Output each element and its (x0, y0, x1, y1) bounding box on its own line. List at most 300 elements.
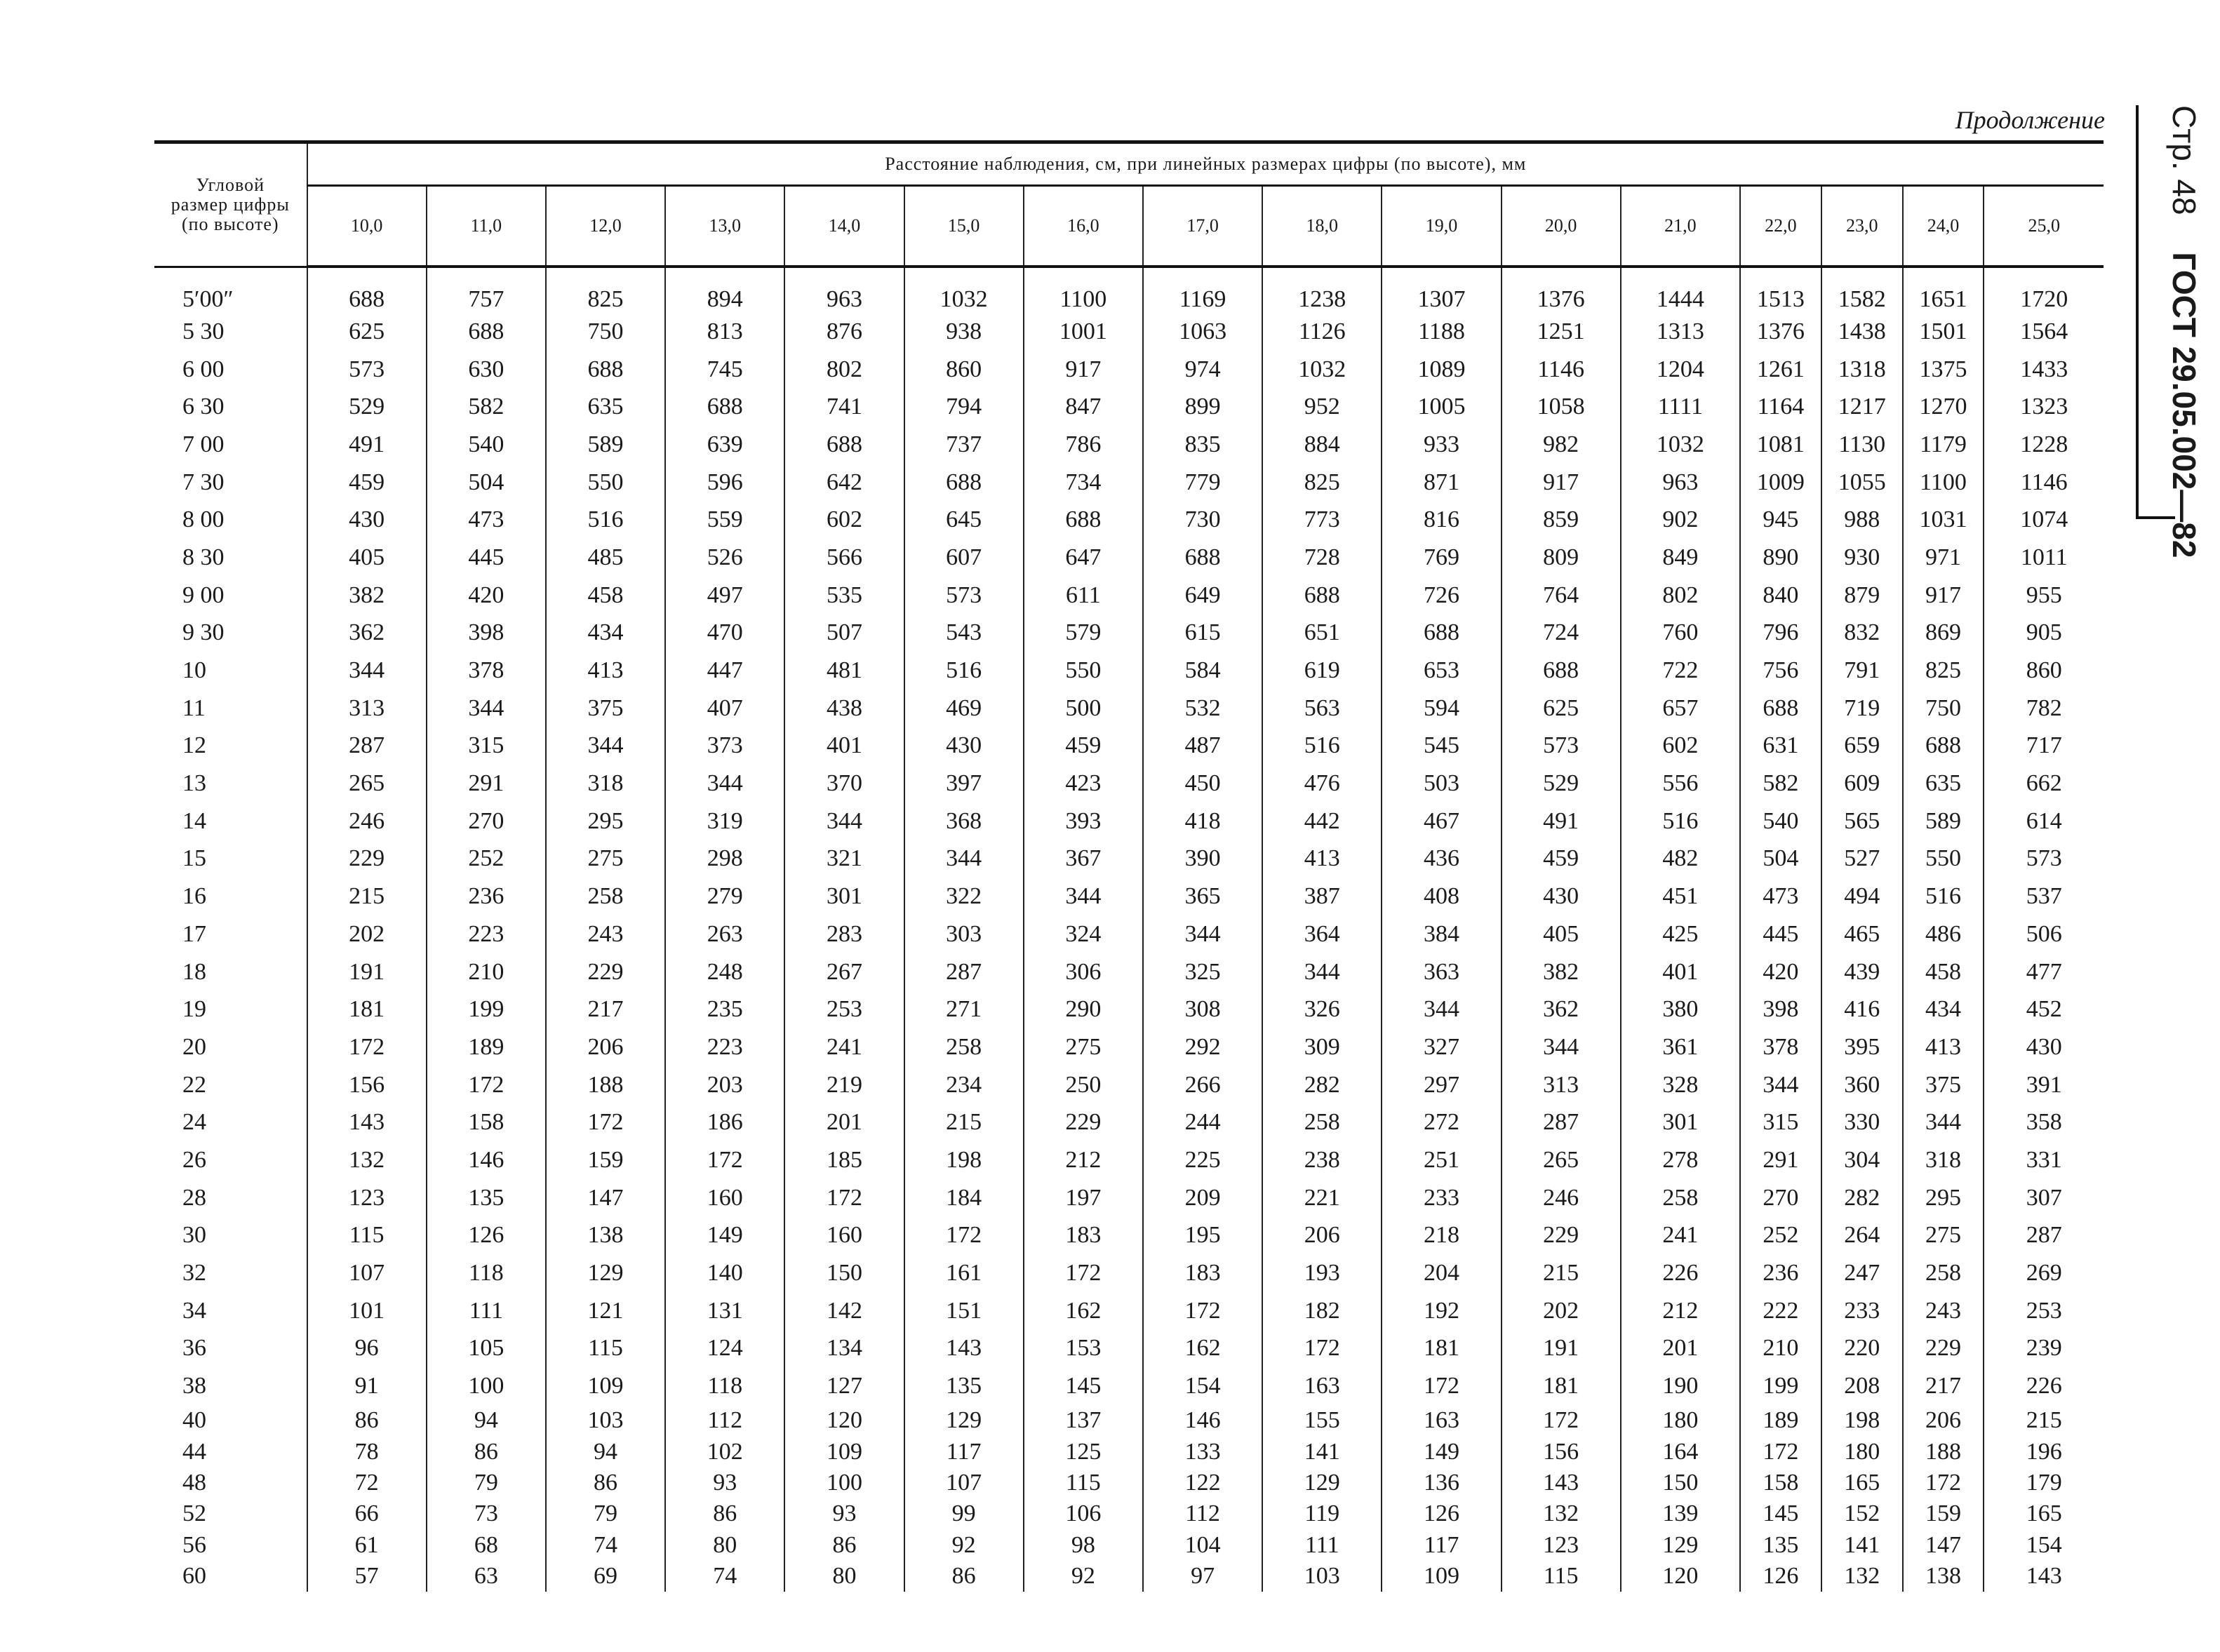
distance-cell: 688 (546, 351, 665, 389)
distance-cell: 589 (546, 426, 665, 464)
distance-cell: 138 (1903, 1561, 1984, 1592)
distance-cell: 545 (1382, 727, 1501, 765)
distance-cell: 313 (307, 690, 427, 727)
distance-cell: 860 (1984, 652, 2104, 690)
distance-cell: 653 (1382, 652, 1501, 690)
distance-cell: 362 (1502, 990, 1621, 1028)
distance-cell: 219 (784, 1066, 904, 1104)
distance-cell: 537 (1984, 878, 2104, 915)
distance-cell: 573 (307, 351, 427, 389)
distance-cell: 563 (1262, 690, 1382, 727)
distance-cell: 241 (784, 1028, 904, 1066)
distance-cell: 382 (307, 577, 427, 615)
distance-cell: 917 (1903, 577, 1984, 615)
distance-cell: 258 (1621, 1179, 1740, 1217)
distance-cell: 159 (1903, 1498, 1984, 1529)
distance-cell: 630 (427, 351, 546, 389)
distance-cell: 124 (665, 1330, 784, 1368)
distance-cell: 287 (307, 727, 427, 765)
distance-cell: 393 (1024, 803, 1143, 840)
distance-cell: 796 (1740, 615, 1821, 652)
distance-cell: 161 (904, 1254, 1024, 1292)
distance-cell: 566 (784, 539, 904, 577)
distance-cell: 662 (1984, 765, 2104, 803)
distance-cell: 540 (1740, 803, 1821, 840)
distance-cell: 126 (1740, 1561, 1821, 1592)
distance-cell: 724 (1502, 615, 1621, 652)
distance-cell: 250 (1024, 1066, 1143, 1104)
distance-cell: 179 (1984, 1468, 2104, 1498)
distance-cell: 1011 (1984, 539, 2104, 577)
distance-cell: 226 (1621, 1254, 1740, 1292)
distance-cell: 504 (1740, 840, 1821, 878)
distance-cell: 190 (1621, 1367, 1740, 1405)
distance-cell: 115 (1024, 1468, 1143, 1498)
distance-cell: 146 (427, 1141, 546, 1179)
table-row (154, 1217, 2104, 1255)
table-row (154, 690, 2104, 727)
distance-cell: 181 (1382, 1330, 1501, 1368)
distance-cell: 458 (546, 577, 665, 615)
distance-cell: 202 (307, 915, 427, 953)
distance-cell: 688 (1740, 690, 1821, 727)
distance-cell: 150 (784, 1254, 904, 1292)
distance-cell: 1032 (1621, 426, 1740, 464)
distance-cell: 639 (665, 426, 784, 464)
distance-cell: 278 (1621, 1141, 1740, 1179)
distance-cell: 201 (1621, 1330, 1740, 1368)
distance-cell: 657 (1621, 690, 1740, 727)
distance-cell: 172 (307, 1028, 427, 1066)
distance-cell: 794 (904, 388, 1024, 426)
page-header-side (2133, 105, 2203, 558)
distance-cell: 246 (307, 803, 427, 840)
distance-cell: 459 (307, 464, 427, 502)
distance-cell: 225 (1143, 1141, 1262, 1179)
distance-cell: 1720 (1984, 267, 2104, 313)
distance-cell: 188 (1903, 1436, 1984, 1467)
distance-cell: 229 (1502, 1217, 1621, 1255)
distance-cell: 74 (546, 1530, 665, 1561)
distance-cell: 688 (1262, 577, 1382, 615)
distance-group-header: Расстояние наблюдения, см, при линейных размерах цифры (по высоте), мм (307, 142, 2104, 186)
distance-cell: 1081 (1740, 426, 1821, 464)
distance-cell: 103 (1262, 1561, 1382, 1592)
distance-cell: 717 (1984, 727, 2104, 765)
distance-cell: 184 (904, 1179, 1024, 1217)
distance-cell: 730 (1143, 501, 1262, 539)
distance-cell: 155 (1262, 1405, 1382, 1436)
distance-cell: 1376 (1740, 313, 1821, 351)
angle-cell: 24 (182, 1109, 206, 1136)
distance-cell: 434 (1903, 990, 1984, 1028)
distance-cell: 252 (1740, 1217, 1821, 1255)
distance-cell: 181 (307, 990, 427, 1028)
distance-cell: 99 (904, 1498, 1024, 1529)
distance-cell: 147 (1903, 1530, 1984, 1561)
distance-cell: 467 (1382, 803, 1501, 840)
distance-cell: 1204 (1621, 351, 1740, 389)
distance-cell: 109 (1382, 1561, 1501, 1592)
distance-cell: 344 (1262, 953, 1382, 991)
angle-cell: 6 30 (182, 394, 225, 420)
distance-cell: 233 (1821, 1292, 1903, 1330)
distance-cell: 304 (1821, 1141, 1903, 1179)
distance-cell: 573 (1502, 727, 1621, 765)
distance-cell: 158 (427, 1103, 546, 1141)
distance-cell: 602 (784, 501, 904, 539)
distance-cell: 233 (1382, 1179, 1501, 1217)
angle-cell: 9 30 (182, 619, 225, 646)
table-row (154, 1028, 2104, 1066)
distance-cell: 344 (1024, 878, 1143, 915)
column-header: 23,0 (1821, 186, 1903, 267)
distance-cell: 235 (665, 990, 784, 1028)
distance-cell: 573 (1984, 840, 2104, 878)
distance-cell: 265 (1502, 1141, 1621, 1179)
distance-cell: 532 (1143, 690, 1262, 727)
distance-cell: 859 (1502, 501, 1621, 539)
distance-cell: 401 (1621, 953, 1740, 991)
distance-cell: 361 (1621, 1028, 1740, 1066)
distance-cell: 218 (1382, 1217, 1501, 1255)
distance-cell: 688 (427, 313, 546, 351)
table-row (154, 878, 2104, 915)
distance-cell: 344 (1382, 990, 1501, 1028)
distance-cell: 1501 (1903, 313, 1984, 351)
distance-cell: 197 (1024, 1179, 1143, 1217)
distance-cell: 1089 (1382, 351, 1501, 389)
distance-cell: 91 (307, 1367, 427, 1405)
distance-cell: 97 (1143, 1561, 1262, 1592)
distance-cell: 100 (427, 1367, 546, 1405)
distance-cell: 769 (1382, 539, 1501, 577)
distance-cell: 229 (1903, 1330, 1984, 1368)
distance-cell: 1032 (1262, 351, 1382, 389)
distance-cell: 473 (1740, 878, 1821, 915)
angle-cell: 56 (182, 1531, 206, 1558)
distance-cell: 215 (307, 878, 427, 915)
distance-cell: 469 (904, 690, 1024, 727)
distance-cell: 181 (1502, 1367, 1621, 1405)
angle-cell: 7 30 (182, 469, 225, 495)
distance-cell: 1438 (1821, 313, 1903, 351)
distance-cell: 635 (1903, 765, 1984, 803)
distance-cell: 141 (1262, 1436, 1382, 1467)
distance-cell: 126 (1382, 1498, 1501, 1529)
angle-cell: 20 (182, 1033, 206, 1060)
distance-cell: 375 (546, 690, 665, 727)
distance-cell: 246 (1502, 1179, 1621, 1217)
distance-cell: 143 (1502, 1468, 1621, 1498)
distance-cell: 258 (1262, 1103, 1382, 1141)
distance-cell: 384 (1382, 915, 1501, 953)
distance-cell: 123 (1502, 1530, 1621, 1561)
distance-cell: 405 (307, 539, 427, 577)
distance-cell: 945 (1740, 501, 1821, 539)
distance-cell: 86 (904, 1561, 1024, 1592)
distance-cell: 263 (665, 915, 784, 953)
distance-cell: 477 (1984, 953, 2104, 991)
distance-cell: 238 (1262, 1141, 1382, 1179)
distance-cell: 129 (904, 1405, 1024, 1436)
distance-cell: 450 (1143, 765, 1262, 803)
angle-cell: 40 (182, 1407, 206, 1434)
distance-cell: 93 (784, 1498, 904, 1529)
distance-cell: 115 (1502, 1561, 1621, 1592)
distance-cell: 1307 (1382, 267, 1501, 313)
distance-cell: 229 (307, 840, 427, 878)
distance-cell: 220 (1821, 1330, 1903, 1368)
distance-cell: 172 (784, 1179, 904, 1217)
distance-cell: 215 (904, 1103, 1024, 1141)
distance-cell: 1375 (1903, 351, 1984, 389)
distance-cell: 291 (1740, 1141, 1821, 1179)
distance-cell: 503 (1382, 765, 1501, 803)
distance-cell: 550 (1903, 840, 1984, 878)
distance-cell: 1261 (1740, 351, 1821, 389)
distance-cell: 120 (784, 1405, 904, 1436)
distance-cell: 988 (1821, 501, 1903, 539)
table-row (154, 1367, 2104, 1405)
distance-cell: 203 (665, 1066, 784, 1104)
distance-cell: 1564 (1984, 313, 2104, 351)
distance-cell: 364 (1262, 915, 1382, 953)
angle-cell: 38 (182, 1373, 206, 1399)
distance-cell: 779 (1143, 464, 1262, 502)
distance-cell: 1032 (904, 267, 1024, 313)
distance-cell: 315 (427, 727, 546, 765)
distance-cell: 413 (1262, 840, 1382, 878)
column-header: 17,0 (1143, 186, 1262, 267)
distance-cell: 243 (1903, 1292, 1984, 1330)
distance-cell: 326 (1262, 990, 1382, 1028)
distance-cell: 609 (1821, 765, 1903, 803)
distance-cell: 106 (1024, 1498, 1143, 1529)
angle-cell: 17 (182, 920, 206, 947)
table-row (154, 1405, 2104, 1436)
angle-cell: 34 (182, 1297, 206, 1324)
angle-cell: 11 (182, 694, 206, 721)
distance-cell: 172 (1502, 1405, 1621, 1436)
distance-cell: 327 (1382, 1028, 1501, 1066)
distance-cell: 750 (546, 313, 665, 351)
table-row (154, 840, 2104, 878)
distance-cell: 425 (1621, 915, 1740, 953)
distance-cell: 269 (1984, 1254, 2104, 1292)
table-row (154, 501, 2104, 539)
distance-cell: 470 (665, 615, 784, 652)
distance-cell: 367 (1024, 840, 1143, 878)
table-row (154, 313, 2104, 351)
distance-cell: 80 (784, 1561, 904, 1592)
column-header: 13,0 (665, 186, 784, 267)
distance-cell: 118 (427, 1254, 546, 1292)
distance-cell: 809 (1502, 539, 1621, 577)
distance-cell: 582 (427, 388, 546, 426)
distance-cell: 391 (1984, 1066, 2104, 1104)
angle-cell: 8 30 (182, 544, 225, 570)
distance-cell: 292 (1143, 1028, 1262, 1066)
table-row (154, 1468, 2104, 1498)
distance-cell: 86 (546, 1468, 665, 1498)
distance-cell: 397 (904, 765, 1024, 803)
distance-cell: 917 (1502, 464, 1621, 502)
distance-cell: 191 (307, 953, 427, 991)
distance-cell: 1126 (1262, 313, 1382, 351)
distance-cell: 625 (1502, 690, 1621, 727)
distance-cell: 136 (1382, 1468, 1501, 1498)
distance-cell: 420 (1740, 953, 1821, 991)
distance-cell: 196 (1984, 1436, 2104, 1467)
doc-code: ГОСТ 29.05.002—82 (2166, 252, 2202, 558)
distance-cell: 135 (904, 1367, 1024, 1405)
distance-cell: 201 (784, 1103, 904, 1141)
distance-cell: 109 (546, 1367, 665, 1405)
distance-cell: 890 (1740, 539, 1821, 577)
distance-cell: 871 (1382, 464, 1501, 502)
distance-cell: 282 (1262, 1066, 1382, 1104)
distance-cell: 239 (1984, 1330, 2104, 1368)
distance-cell: 186 (665, 1103, 784, 1141)
distance-cell: 688 (784, 426, 904, 464)
distance-cell: 722 (1621, 652, 1740, 690)
distance-cell: 447 (665, 652, 784, 690)
table-row (154, 577, 2104, 615)
distance-cell: 344 (1740, 1066, 1821, 1104)
distance-cell: 398 (427, 615, 546, 652)
distance-cell: 208 (1821, 1367, 1903, 1405)
table-row (154, 803, 2104, 840)
distance-cell: 516 (1903, 878, 1984, 915)
distance-cell: 344 (784, 803, 904, 840)
distance-cell: 226 (1984, 1367, 2104, 1405)
distance-cell: 253 (1984, 1292, 2104, 1330)
distance-cell: 221 (1262, 1179, 1382, 1217)
distance-cell: 133 (1143, 1436, 1262, 1467)
distance-cell: 550 (546, 464, 665, 502)
angle-cell: 52 (182, 1500, 206, 1527)
distance-cell: 142 (784, 1292, 904, 1330)
angle-cell: 44 (182, 1438, 206, 1465)
column-header: 20,0 (1502, 186, 1621, 267)
distance-cell: 737 (904, 426, 1024, 464)
distance-cell: 458 (1903, 953, 1984, 991)
distance-cell: 102 (665, 1436, 784, 1467)
distance-cell: 955 (1984, 577, 2104, 615)
angle-cell: 9 00 (182, 582, 225, 608)
distance-cell: 79 (546, 1498, 665, 1529)
distance-cell: 143 (307, 1103, 427, 1141)
distance-cell: 1130 (1821, 426, 1903, 464)
angle-cell: 36 (182, 1335, 206, 1362)
distance-cell: 847 (1024, 388, 1143, 426)
distance-cell: 215 (1984, 1405, 2104, 1436)
column-header: 19,0 (1382, 186, 1501, 267)
distance-cell: 418 (1143, 803, 1262, 840)
distance-cell: 202 (1502, 1292, 1621, 1330)
distance-cell: 688 (307, 267, 427, 313)
distance-cell: 582 (1740, 765, 1821, 803)
distance-cell: 172 (665, 1141, 784, 1179)
distance-cell: 529 (307, 388, 427, 426)
distance-cell: 459 (1024, 727, 1143, 765)
distance-cell: 543 (904, 615, 1024, 652)
distance-cell: 1238 (1262, 267, 1382, 313)
distance-cell: 189 (1740, 1405, 1821, 1436)
table-row (154, 1066, 2104, 1104)
table-row (154, 1561, 2104, 1592)
table-row (154, 1498, 2104, 1529)
angle-cell: 18 (182, 958, 206, 985)
distance-cell: 1058 (1502, 388, 1621, 426)
distance-cell: 500 (1024, 690, 1143, 727)
distance-cell: 183 (1143, 1254, 1262, 1292)
table-row (154, 1330, 2104, 1368)
angle-cell: 22 (182, 1071, 206, 1098)
distance-cell: 283 (784, 915, 904, 953)
distance-cell: 107 (904, 1468, 1024, 1498)
distance-cell: 79 (427, 1468, 546, 1498)
distance-cell: 481 (784, 652, 904, 690)
distance-cell: 180 (1821, 1436, 1903, 1467)
distance-cell: 69 (546, 1561, 665, 1592)
distance-cell: 413 (1903, 1028, 1984, 1066)
distance-cell: 879 (1821, 577, 1903, 615)
distance-cell: 172 (427, 1066, 546, 1104)
distance-cell: 248 (665, 953, 784, 991)
distance-cell: 1005 (1382, 388, 1501, 426)
distance-cell: 306 (1024, 953, 1143, 991)
distance-cell: 791 (1821, 652, 1903, 690)
distance-cell: 111 (1262, 1530, 1382, 1561)
angle-column-header (154, 142, 307, 267)
angle-cell: 32 (182, 1260, 206, 1287)
distance-cell: 105 (427, 1330, 546, 1368)
distance-cell: 1146 (1984, 464, 2104, 502)
distance-cell: 156 (307, 1066, 427, 1104)
distance-cell: 183 (1024, 1217, 1143, 1255)
distance-cell: 459 (1502, 840, 1621, 878)
distance-cell: 516 (1262, 727, 1382, 765)
angle-cell: 30 (182, 1222, 206, 1249)
distance-cell: 217 (1903, 1367, 1984, 1405)
distance-cell: 153 (1024, 1330, 1143, 1368)
distance-cell: 117 (904, 1436, 1024, 1467)
distance-cell: 324 (1024, 915, 1143, 953)
distance-cell: 917 (1024, 351, 1143, 389)
distance-cell: 445 (1740, 915, 1821, 953)
distance-cell: 802 (1621, 577, 1740, 615)
distance-cell: 745 (665, 351, 784, 389)
distance-cell: 258 (1903, 1254, 1984, 1292)
column-header: 11,0 (427, 186, 546, 267)
distance-cell: 526 (665, 539, 784, 577)
distance-cell: 234 (904, 1066, 1024, 1104)
distance-cell: 93 (665, 1468, 784, 1498)
column-header: 14,0 (784, 186, 904, 267)
distance-cell: 158 (1740, 1468, 1821, 1498)
distance-cell: 301 (784, 878, 904, 915)
distance-cell: 442 (1262, 803, 1382, 840)
distance-cell: 607 (904, 539, 1024, 577)
distance-cell: 535 (784, 577, 904, 615)
distance-cell: 802 (784, 351, 904, 389)
distance-cell: 413 (546, 652, 665, 690)
angle-header-line-3: (по высоте) (181, 213, 279, 234)
distance-table (154, 140, 2104, 1592)
distance-cell: 198 (1821, 1405, 1903, 1436)
